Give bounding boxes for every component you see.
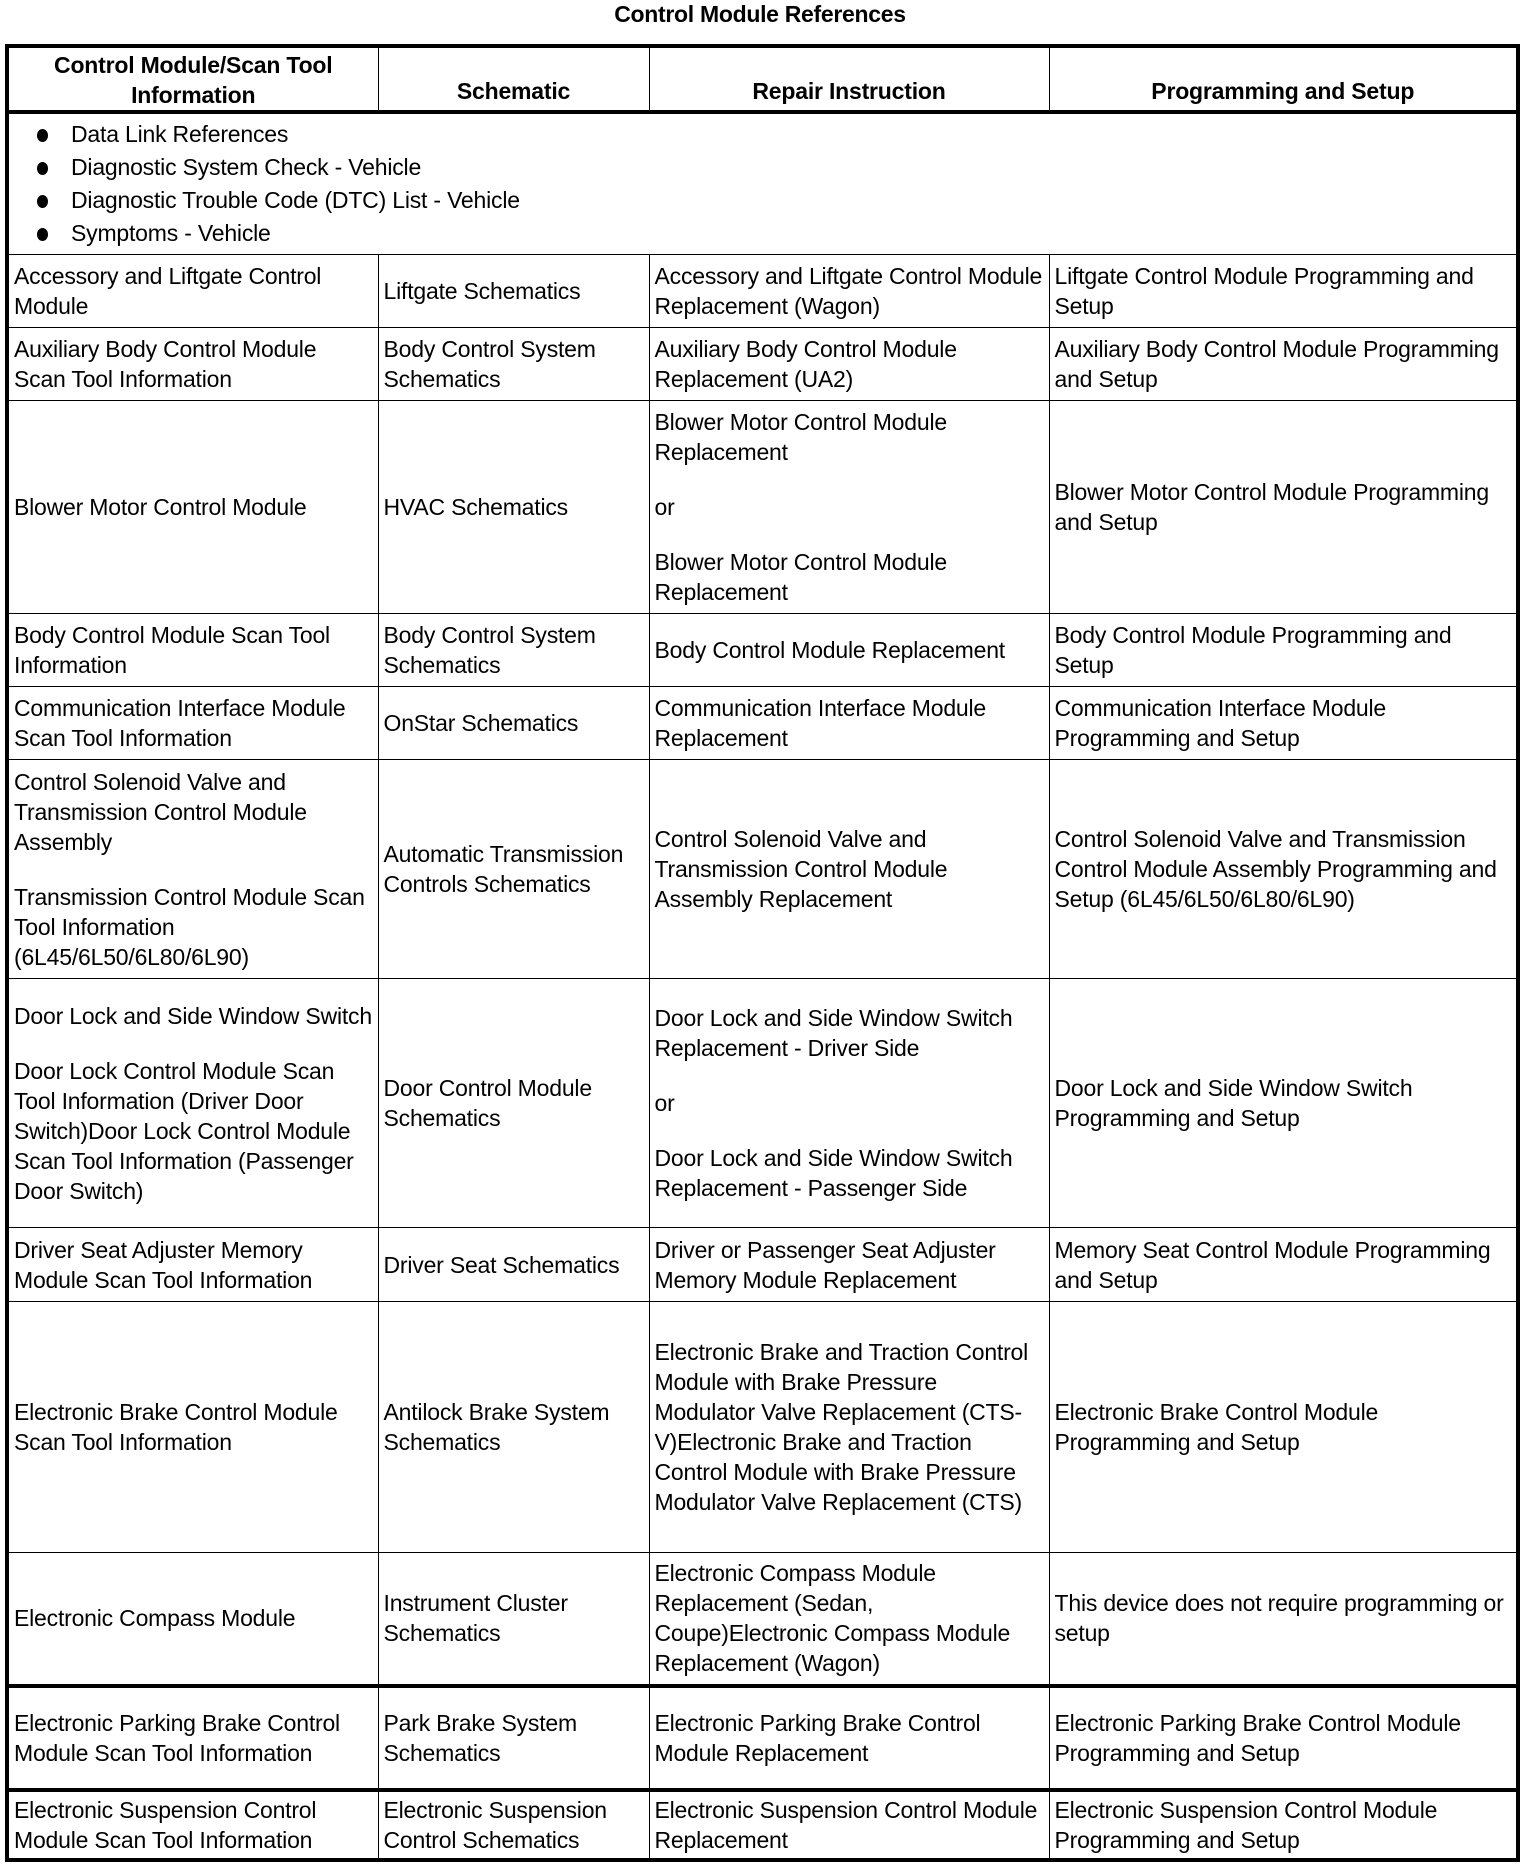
header-row [7, 46, 1518, 112]
programming-setup-cell [1049, 401, 1518, 614]
control-module-cell [7, 401, 378, 614]
programming-setup-cell [1049, 979, 1518, 1228]
reference-link[interactable]: Driver or Passenger Seat Adjuster Memory Module Replacement [654, 1236, 996, 1293]
programming-setup-cell [1049, 1790, 1518, 1860]
control-module-cell [7, 1228, 378, 1302]
reference-link[interactable]: OnStar Schematics [383, 710, 579, 736]
schematic-cell [378, 687, 649, 760]
reference-link[interactable]: HVAC Schematics [383, 494, 568, 520]
reference-link[interactable]: Diagnostic System Check - Vehicle [31, 151, 1506, 184]
reference-link[interactable]: Body Control System Schematics [383, 622, 596, 678]
reference-link[interactable]: Instrument Cluster Schematics [383, 1590, 568, 1647]
reference-link[interactable]: Auxiliary Body Control Module Replacement (UA2) [654, 336, 957, 392]
repair-instruction-cell [649, 1302, 1049, 1553]
reference-link[interactable]: Park Brake System Schematics [383, 1709, 577, 1766]
repair-instruction-cell [649, 1228, 1049, 1302]
control-module-cell [7, 255, 378, 328]
table-row [7, 1228, 1518, 1302]
repair-instruction-cell [649, 328, 1049, 401]
control-module-cell [7, 1790, 378, 1860]
reference-link[interactable]: Door Lock Control Module Scan Tool Information (Driver Door Switch)Door Lock Control Module Scan Tool Information (Passenger Door Switch) [14, 1057, 354, 1204]
reference-link[interactable]: Electronic Brake Control Module Scan Tool Information [14, 1399, 338, 1455]
header-programming-setup: Programming and Setup [1049, 46, 1518, 112]
schematic-cell [378, 1790, 649, 1860]
reference-link[interactable]: Electronic Parking Brake Control Module Scan Tool Information [14, 1709, 340, 1766]
reference-link[interactable]: Electronic Suspension Control Module Replacement [654, 1796, 1038, 1853]
repair-instruction-cell [649, 255, 1049, 328]
reference-link[interactable]: Driver Seat Adjuster Memory Module Scan Tool Information [14, 1236, 313, 1293]
reference-link[interactable]: Electronic Brake and Traction Control Module with Brake Pressure Modulator Valve Replacement (CTS-V)Electronic Brake and Traction Control Module with Brake Pressure Modulator Valve Replacement (CTS) [654, 1339, 1029, 1515]
reference-link[interactable]: Communication Interface Module Scan Tool Information [14, 695, 346, 751]
reference-link[interactable]: Automatic Transmission Controls Schematics [383, 841, 624, 897]
reference-link[interactable]: Door Lock and Side Window Switch [14, 1002, 372, 1029]
reference-link[interactable]: Liftgate Schematics [383, 278, 581, 304]
control-module-cell [7, 687, 378, 760]
repair-instruction-cell [649, 979, 1049, 1228]
control-module-cell [7, 614, 378, 687]
reference-link[interactable]: Electronic Parking Brake Control Module Programming and Setup [1054, 1709, 1461, 1766]
control-module-references-table [5, 44, 1520, 1862]
table-row [7, 255, 1518, 328]
reference-link[interactable]: This device does not require programming or setup [1054, 1590, 1504, 1647]
schematic-cell [378, 1686, 649, 1790]
control-module-cell [7, 1553, 378, 1686]
repair-instruction-cell [649, 401, 1049, 614]
page-title: Control Module References [614, 1, 906, 27]
reference-link[interactable]: Memory Seat Control Module Programming and Setup [1054, 1236, 1491, 1293]
reference-link[interactable]: Transmission Control Module Scan Tool Information (6L45/6L50/6L80/6L90) [14, 883, 365, 970]
programming-setup-cell [1049, 687, 1518, 760]
control-module-cell [7, 1302, 378, 1553]
table-row [7, 1790, 1518, 1860]
reference-link[interactable]: Blower Motor Control Module [14, 494, 307, 520]
table-row [7, 760, 1518, 979]
programming-setup-cell [1049, 1302, 1518, 1553]
programming-setup-cell [1049, 760, 1518, 979]
reference-link[interactable]: Communication Interface Module Programming and Setup [1054, 695, 1386, 751]
general-references-list [31, 118, 1506, 250]
schematic-cell [378, 1302, 649, 1553]
reference-link[interactable]: Accessory and Liftgate Control Module [14, 263, 322, 319]
table-row [7, 1553, 1518, 1686]
reference-link[interactable]: Door Lock and Side Window Switch Programming and Setup [1054, 1075, 1413, 1131]
general-references-cell [7, 112, 1518, 255]
table-row [7, 328, 1518, 401]
table-row [7, 1302, 1518, 1553]
reference-link[interactable]: Symptoms - Vehicle [31, 217, 1506, 250]
programming-setup-cell [1049, 1686, 1518, 1790]
schematic-cell [378, 255, 649, 328]
reference-link[interactable]: Control Solenoid Valve and Transmission Control Module Assembly Replacement [654, 826, 948, 912]
reference-link[interactable]: Door Lock and Side Window Switch Replacement - Driver Side [654, 1005, 1013, 1061]
table-row [7, 687, 1518, 760]
or-separator: or [654, 1090, 675, 1116]
programming-setup-cell [1049, 1228, 1518, 1302]
reference-link[interactable]: Door Control Module Schematics [383, 1075, 592, 1131]
reference-link[interactable]: Body Control Module Replacement [654, 637, 1005, 663]
table-row [7, 1686, 1518, 1790]
repair-instruction-cell [649, 687, 1049, 760]
reference-link[interactable]: Body Control System Schematics [383, 336, 596, 392]
schematic-cell [378, 614, 649, 687]
reference-link[interactable]: Blower Motor Control Module Replacement [654, 549, 947, 605]
reference-link[interactable]: Electronic Parking Brake Control Module Replacement [654, 1709, 981, 1766]
repair-instruction-cell [649, 614, 1049, 687]
table-row [7, 979, 1518, 1228]
reference-link[interactable]: Door Lock and Side Window Switch Replacement - Passenger Side [654, 1145, 1013, 1201]
or-separator: or [654, 494, 675, 520]
repair-instruction-cell [649, 1790, 1049, 1860]
schematic-cell [378, 760, 649, 979]
programming-setup-cell [1049, 328, 1518, 401]
control-module-cell [7, 979, 378, 1228]
reference-link[interactable]: Blower Motor Control Module Replacement [654, 409, 947, 465]
general-references-row [7, 112, 1518, 255]
header-control-module: Control Module/Scan Tool Information [7, 46, 378, 112]
reference-link[interactable]: Auxiliary Body Control Module Scan Tool Information [14, 336, 317, 392]
programming-setup-cell [1049, 255, 1518, 328]
reference-link[interactable]: Control Solenoid Valve and Transmission Control Module Assembly [14, 768, 307, 855]
control-module-cell [7, 1686, 378, 1790]
control-module-cell [7, 760, 378, 979]
schematic-cell [378, 1553, 649, 1686]
table-row [7, 401, 1518, 614]
reference-link[interactable]: Driver Seat Schematics [383, 1251, 620, 1278]
schematic-cell [378, 979, 649, 1228]
header-repair-instruction: Repair Instruction [649, 46, 1049, 112]
repair-instruction-cell [649, 1686, 1049, 1790]
reference-link[interactable]: Accessory and Liftgate Control Module Replacement (Wagon) [654, 263, 1043, 319]
reference-link[interactable]: Electronic Suspension Control Module Scan Tool Information [14, 1796, 317, 1853]
schematic-cell [378, 401, 649, 614]
reference-link[interactable]: Electronic Compass Module [14, 1605, 296, 1632]
header-schematic: Schematic [378, 46, 649, 112]
repair-instruction-cell [649, 1553, 1049, 1686]
reference-link[interactable]: Electronic Brake Control Module Programming and Setup [1054, 1399, 1379, 1455]
reference-link[interactable]: Communication Interface Module Replacement [654, 695, 986, 751]
reference-link[interactable]: Electronic Compass Module Replacement (Sedan, Coupe)Electronic Compass Module Replacement (Wagon) [654, 1560, 1011, 1677]
table-row [7, 614, 1518, 687]
control-module-cell [7, 328, 378, 401]
reference-link[interactable]: Blower Motor Control Module Programming and Setup [1054, 479, 1489, 535]
reference-link[interactable]: Control Solenoid Valve and Transmission Control Module Assembly Programming and Setup (6L45/6L50/6L80/6L90) [1054, 826, 1497, 912]
schematic-cell [378, 1228, 649, 1302]
reference-link[interactable]: Diagnostic Trouble Code (DTC) List - Vehicle [31, 184, 1506, 217]
reference-link[interactable]: Electronic Suspension Control Schematics [383, 1796, 607, 1853]
reference-link[interactable]: Antilock Brake System Schematics [383, 1399, 610, 1455]
reference-link[interactable]: Body Control Module Programming and Setup [1054, 622, 1452, 678]
programming-setup-cell [1049, 614, 1518, 687]
reference-link[interactable]: Electronic Suspension Control Module Programming and Setup [1054, 1796, 1438, 1853]
reference-link[interactable]: Body Control Module Scan Tool Information [14, 622, 330, 678]
programming-setup-cell [1049, 1553, 1518, 1686]
reference-link[interactable]: Liftgate Control Module Programming and Setup [1054, 263, 1474, 319]
reference-link[interactable]: Auxiliary Body Control Module Programming and Setup [1054, 336, 1499, 392]
repair-instruction-cell [649, 760, 1049, 979]
schematic-cell [378, 328, 649, 401]
reference-link[interactable]: Data Link References [31, 118, 1506, 151]
